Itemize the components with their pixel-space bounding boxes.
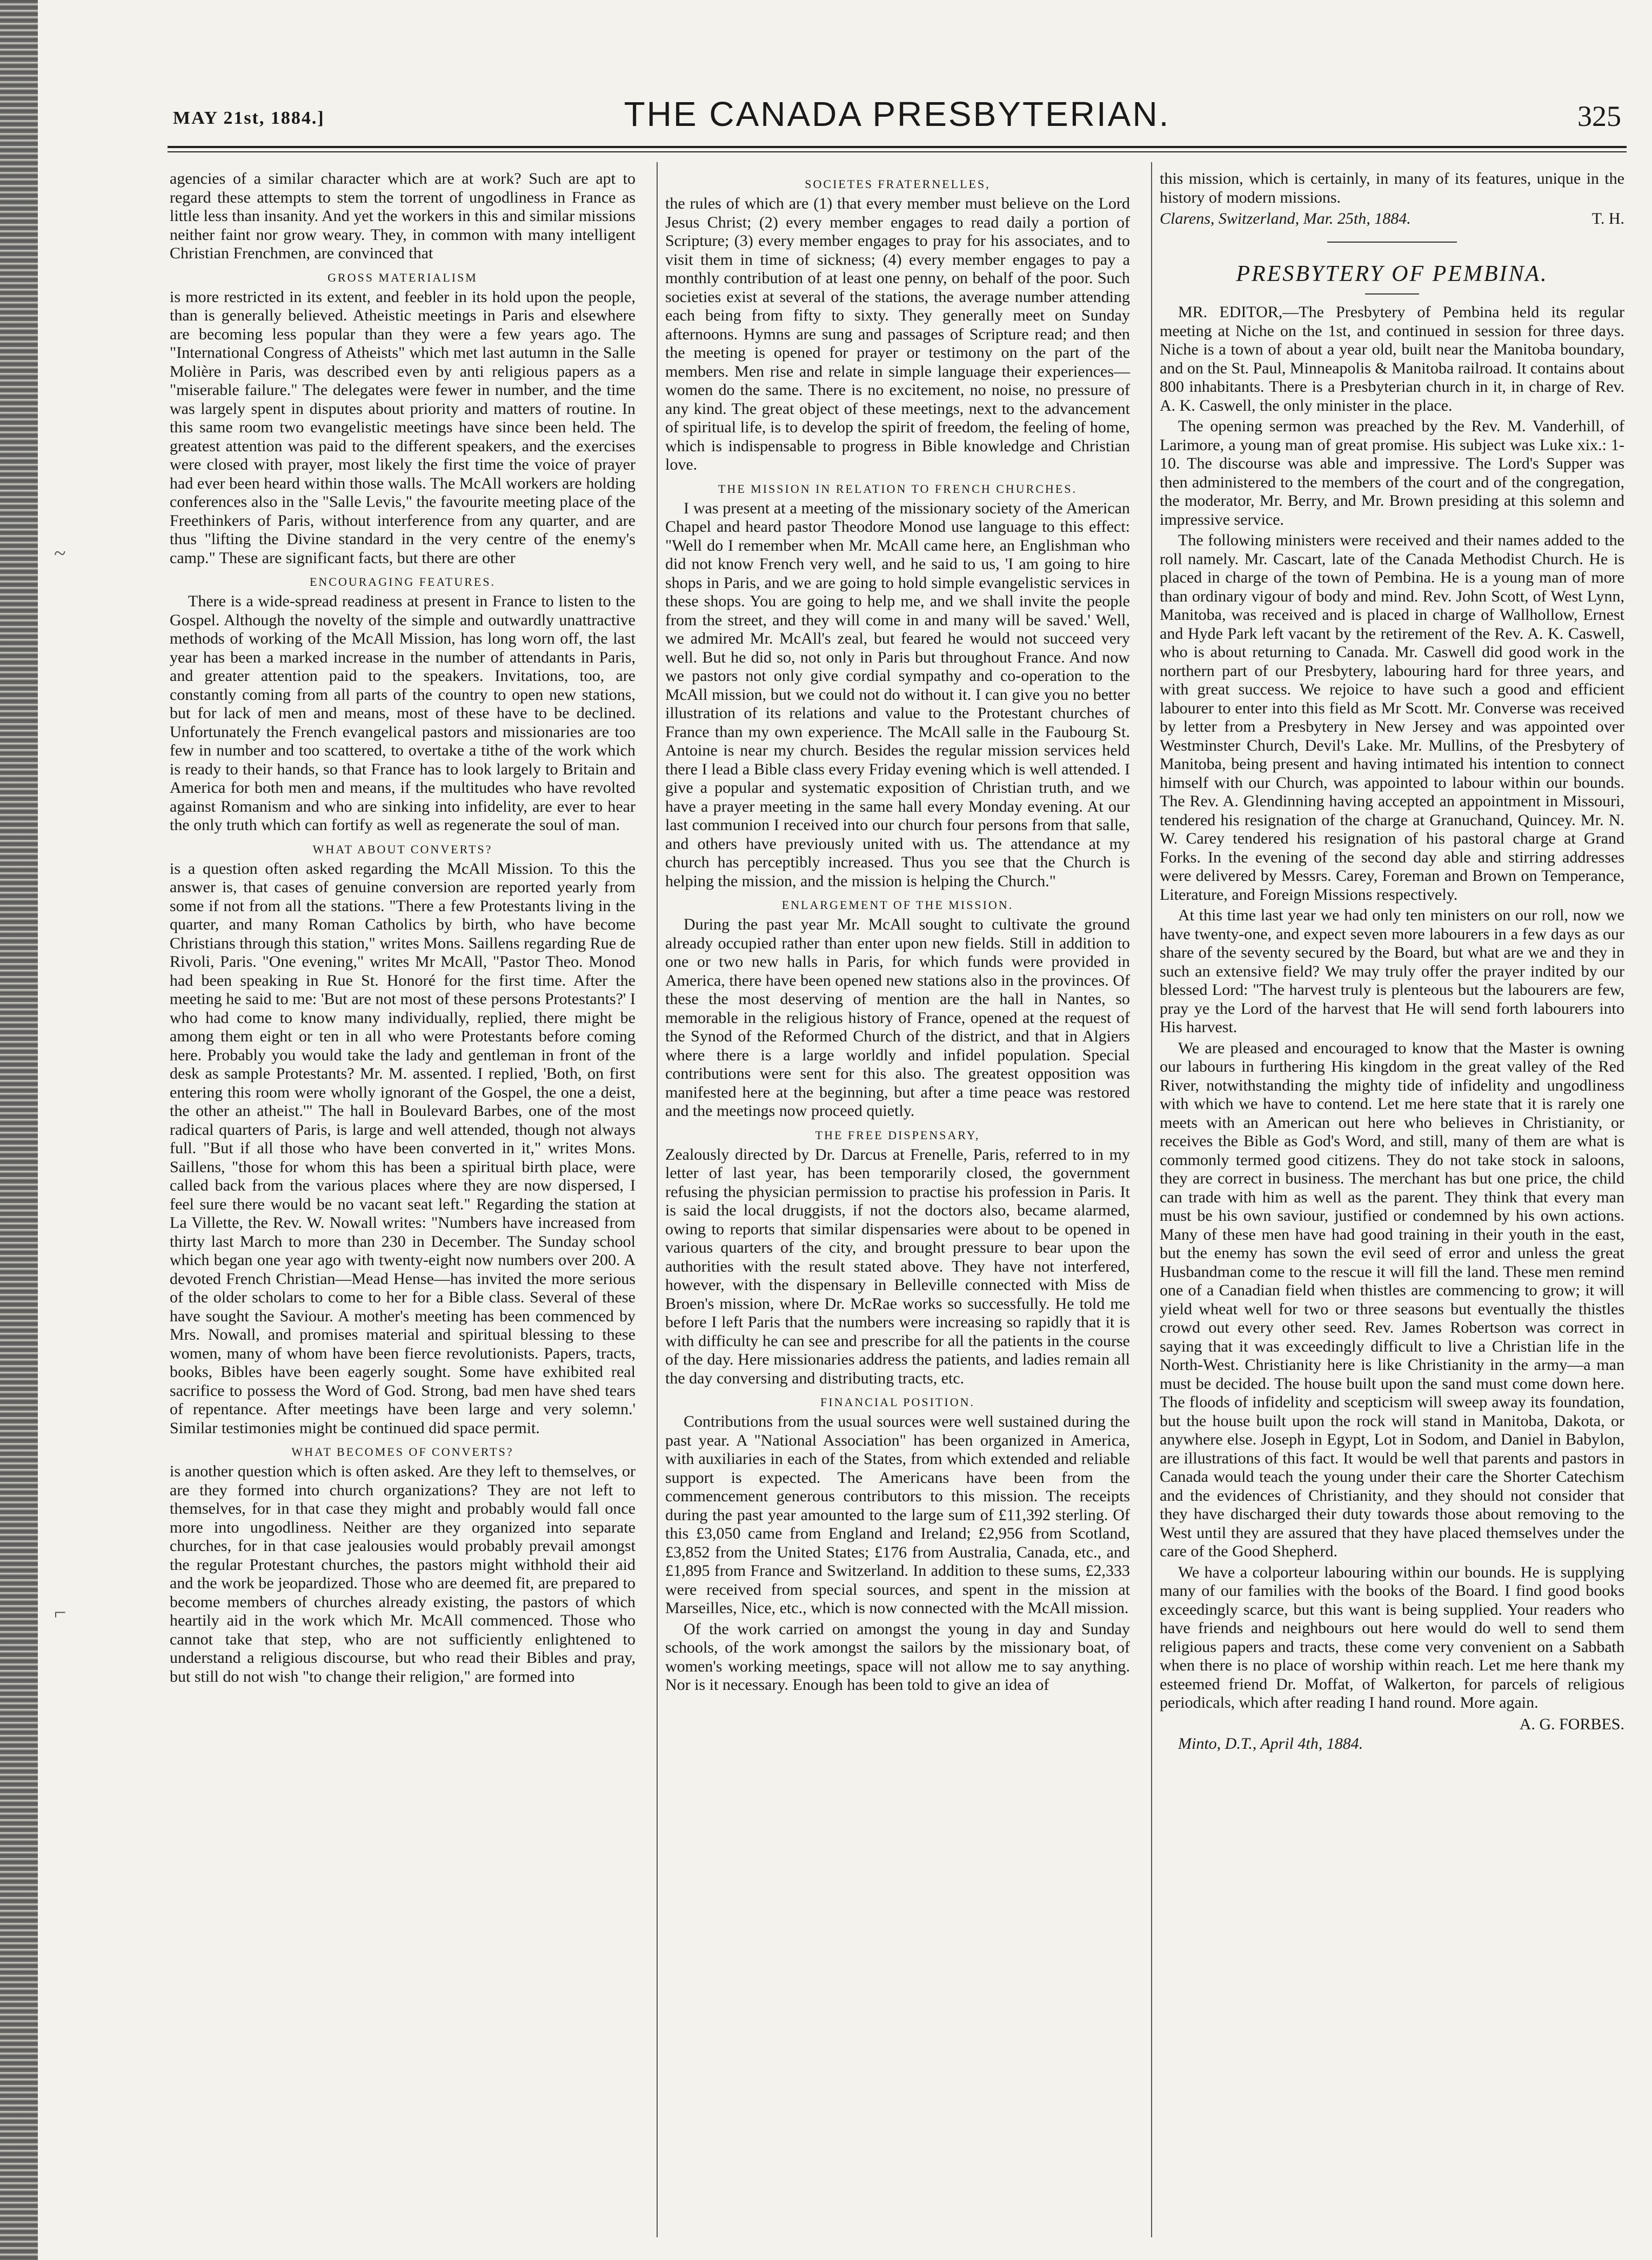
header-rule (168, 146, 1627, 152)
paragraph: is another question which is often asked. Are they left to themselves, or are they formed into church organizations? They are not left to themselves, for in that case they might and probably would fall once more into ungodliness. Neither are they organized into separate churches, for in that case jealousies would probably prevail amongst the regular Protestant churches, the pastors might withhold their aid and the work be jeopardized. Those who are deemed fit, are prepared to become members of churches already existing, the pastors of which heartily aid in the work which Mr. McAll commenced. Those who cannot take that step, who are not sufficiently enlightened to understand a religious discourse, but who read their Bibles and pray, but still do not wish "to change their religion," are formed into (170, 1462, 636, 1686)
paragraph: is a question often asked regarding the McAll Mission. To this the answer is, that cases of genuine conversion are reported yearly from some if not from all the stations. "There a few Protestants living in the quarter, and many Roman Catholics by birth, who have become Christians through this station," writes Mons. Saillens regarding Rue de Rivoli, Paris. "One evening," writes Mr McAll, "Pastor Theo. Monod had been speaking in Rue St. Honoré for the first time. After the meeting he said to me: 'But are not most of these persons Protestants?' I who had come to know many individually, replied, there might be among them eight or ten in all who were Protestants before coming here. Probably you would take the lady and gentleman in front of the desk as sample Protestants? Mr. M. assented. I replied, 'Both, on first entering this room were wholly ignorant of the Gospel, the one a deist, the other an atheist.'" The hall in Boulevard Barbes, one of the most radical quarters of Paris, is large and well attended, though not always full. "But if all those who have been converted in it," writes Mons. Saillens, "those for whom this has been a spiritual birth place, were called back from the various places where they are now dispersed, I feel sure there would be no vacant seat left." Regarding the station at La Villette, the Rev. W. Nowall writes: "Numbers have increased from thirty last March to more than 230 in December. The Sunday school which began one year ago with twenty-eight now numbers over 200. A devoted French Christian—Mead Hense—has invited the more serious of the older scholars to come to her for a Bible class. Several of these have sought the Saviour. A mother's meeting has been commenced by Mrs. Nowall, and promises material and spiritual blessing to these women, many of whom have been fierce revolutionists. Papers, tracts, books, Bibles have been eagerly sought. Some have exhibited real sacrifice to possess the Word of God. Strong, bad men have shed tears of repentance. After meetings have been large and very solemn.' Similar testimonies might be continued did space permit. (170, 859, 636, 1437)
section-divider (1365, 293, 1419, 295)
paragraph: We have a colporteur labouring within our bounds. He is supplying many of our families with the books of the Board. I find good books exceedingly scarce, but this want is being supplied. Your readers who have friends and neighbours out here would do well to send them religious papers and tracts, these come very convenient on a Sabbath when there is no place of worship within reach. Let me here thank my esteemed friend Dr. Moffat, of Walkerton, for parcels of religious periodicals, which after reading I hand round. More again. (1160, 1563, 1624, 1711)
paragraph: The following ministers were received and their names added to the roll namely. Mr. Cascart, late of the Canada Methodist Church. He is placed in charge of the town of Pembina. He is a young man of more than ordinary vigour of body and mind. Rev. John Scott, of West Lynn, Manitoba, was received and is placed in charge of Wallhollow, Ernest and Hyde Park left vacant by the retirement of the Rev. A. K. Caswell, who is about returning to Canada. Mr. Caswell did good work in the northern part of our Presbytery, labouring hard for three years, and with great success. We rejoice to have such a good and efficient labourer to enter into this field as Mr Scott. Mr. Converse was received by letter from a Presbytery in New Jersey and was appointed over Westminster Church, Devil's Lake. Mr. Mullins, of the Presbytery of Manitoba, being present and having intimated his intention to connect himself with our Church, was appointed to labour within our bounds. The Rev. A. Glendinning having accepted an appointment in Missouri, tendered his resignation of the charge at Granuchand, Quincey. Mr. N. W. Carey tendered his resignation of his pastoral charge at Grand Forks. In the evening of the second day able and stirring addresses were delivered by Messrs. Carey, Foreman and Brown on Temperance, Literature, and Foreign Missions respectively. (1160, 531, 1624, 904)
section-divider (1327, 242, 1457, 243)
book-binding-edge (0, 0, 38, 2260)
section-heading: FINANCIAL POSITION. (820, 1395, 975, 1409)
section-heading: ENLARGEMENT OF THE MISSION. (781, 898, 1014, 912)
paragraph: agencies of a similar character which are at work? Such are apt to regard these attempts to stem the torrent of ungodliness in France as little less than insanity. And yet the workers in this and similar missions neither faint nor grow weary. They, in common with many intelligent Christian Frenchmen, are convinced that (170, 170, 636, 262)
paragraph: the rules of which are (1) that every member must believe on the Lord Jesus Christ; (2) every member engages to read daily a portion of Scripture; (3) every member engages to pray for his associates, and to visit them in time of sickness; (4) every member engages to pay a monthly contribution of at least one penny, on behalf of the poor. Such societies exist at several of the stations, the average number attending each being from fifty to sixty. They generally meet on Sunday afternoons. Hymns are sung and passages of Scripture read; and then the meeting is opened for prayer or testimony on the part of the members. Men rise and relate in simple language their experiences—women do the same. There is no excitement, no noise, no pressure of any kind. The great object of these meetings, next to the advancement of spiritual life, is to develop the spirit of freedom, the feeling of home, which is indispensable to progress in Bible knowledge and Christian love. (665, 195, 1130, 473)
signature-initials: T. H. (1591, 210, 1624, 228)
section-heading: THE MISSION IN RELATION TO FRENCH CHURCHES. (718, 482, 1078, 496)
section-heading: GROSS MATERIALISM (327, 270, 478, 284)
signature-name: A. G. FORBES. (1519, 1715, 1624, 1733)
signature-line (1160, 209, 1624, 229)
paragraph: this mission, which is certainly, in many of its features, unique in the history of modern missions. (1160, 170, 1624, 206)
column-3 (1151, 162, 1632, 2237)
paragraph: During the past year Mr. McAll sought to cultivate the ground already occupied rather than enter upon new fields. Still in addition to one or two new halls in Paris, for which funds were provided in America, there have been opened new stations also in the provinces. Of these the most deserving of mention are the hall in Nantes, so memorable in the religious history of France, opened at the request of the Synod of the Reformed Church of the district, and that in Algiers where there is a large worldly and infidel population. Special contributions were sent for this also. The greatest opposition was manifested here at the beginning, but after a time peace was restored and the meetings now proceed quietly. (665, 915, 1130, 1120)
paragraph: The opening sermon was preached by the Rev. M. Vanderhill, of Larimore, a young man of great promise. His subject was Luke xix.: 1-10. The discourse was able and impressive. The Lord's Supper was then administered to the members of the court and of the congregation, the moderator, Mr. Berry, and Mr. Brown presiding at this solemn and impressive service. (1160, 417, 1624, 529)
paragraph: I was present at a meeting of the missionary society of the American Chapel and heard pastor Theodore Monod use language to this effect: "Well do I remember when Mr. McAll came here, an Englishman who did not know French very well, and he said to us, 'I am going to hire shops in Paris, and we are going to hold simple evangelistic services in these shops. You are going to help me, and we shall invite the people from the street, and they will come in and many will be saved.' Well, we admired Mr. McAll's zeal, but feared he would not succeed very well. But he did so, not only in Paris but throughout France. And now we pastors not only give cordial sympathy and co-operation to the McAll mission, but we could not do without it. I can give you no better illustration of its relations and value to the Protestant churches of France than my own experience. The McAll salle in the Faubourg St. Antoine is near my church. Besides the regular mission services held there I lead a Bible class every Friday evening which is well attended. I give a popular and systematic exposition of Christian truth, and we have a prayer meeting in the same hall every Monday evening. At our last communion I received into our church four persons from that salle, and others have previously united with us. The attendance at my church has perceptibly increased. Thus you see that the Church is helping the mission, and the mission is helping the Church." (665, 499, 1130, 890)
signature-line (1160, 1715, 1624, 1734)
newspaper-page (162, 86, 1632, 2243)
paragraph: Zealously directed by Dr. Darcus at Frenelle, Paris, referred to in my letter of last year, has been temporarily closed, the government refusing the physician permission to practise his profession in Paris. It is said the local druggists, if not the doctors also, became alarmed, owing to reports that similar dispensaries were about to be opened in various quarters of the city, and brought pressure to bear upon the authorities with the result stated above. They have not interfered, however, with the dispensary in Belleville connected with Miss de Broen's mission, where Dr. McRae works so successfully. He told me before I left Paris that the numbers were increasing so rapidly that it is with difficulty he can see and prescribe for all the patients in the course of the day. Here missionaries address the patients, and ladies remain all the day conversing and distributing tracts, etc. (665, 1145, 1130, 1387)
page-number: 325 (1577, 100, 1621, 132)
paragraph: Of the work carried on amongst the young in day and Sunday schools, of the work amongst the sailors by the missionary boat, of women's working meetings, space will not allow me to say anything. Nor is it necessary. Enough has been told to give an idea of (665, 1620, 1130, 1694)
paragraph: We are pleased and encouraged to know that the Master is owning our labours in furthering His kingdom in the great valley of the Red River, notwithstanding the mighty tide of infidelity and ungodliness with which we have to contend. Let me here state that it is rarely one meets with an American out here who believes in Christianity, or receives the Bible as God's Word, and still, many of them are what is commonly termed good citizens. They do not take stock in saloons, they are correct in business. The merchant has but one price, the child can trade with him as well as the parent. They think that every man must be his own saviour, justified or condemned by his own actions. Many of these men have had good training in their youth in the east, but the enemy has sown the evil seed of error and unless the great Husbandman come to the rescue it will fill the land. These men remind one of a Canadian field when thistles are commencing to grow; it will yield wheat well for two or three seasons but eventually the thistles crowd out every other seed. Rev. James Robertson was correct in saying that it was exceedingly difficult to live a Christian life in the North-West. Christianity here is like Christianity in the army—a man must be decided. The house built upon the sand must come down here. The floods of infidelity and scepticism will sweep away its foundation, but the house built upon the rock will stand in Manitoba, Dakota, or anywhere else. Joseph in Egypt, Lot in Sodom, and Daniel in Babylon, are illustrations of this fact. It would be well that parents and pastors in Canada would teach the young under their care the Shorter Catechism and the evidences of Christianity, and they should not consider that they have discharged their duty towards those about removing to the West until they are assured that they have placed themselves under the care of the Good Shepherd. (1160, 1039, 1624, 1560)
issue-date: MAY 21st, 1884.] (173, 108, 325, 128)
margin-mark: ⌐ (54, 1600, 66, 1624)
paragraph: At this time last year we had only ten ministers on our roll, now we have twenty-one, and expect seven more labourers in a few days as our share of the seventy secured by the Board, but what are we and they in such an extensive field? We may truly offer the prayer indited by our blessed Lord: "The harvest truly is plenteous but the labourers are few, pray ye the Lord of the harvest that He will send forth labourers into His harvest. (1160, 906, 1624, 1036)
section-heading: WHAT ABOUT CONVERTS? (312, 842, 493, 856)
margin-mark: ~ (54, 541, 66, 565)
section-heading: SOCIETES FRATERNELLES, (805, 177, 991, 191)
newspaper-title: THE CANADA PRESBYTERIAN. (624, 95, 1171, 133)
paragraph: MR. EDITOR,—The Presbytery of Pembina held its regular meeting at Niche on the 1st, and continued in session for three days. Niche is a town of about a year old, built near the Manitoba boundary, and on the St. Paul, Minneapolis & Manitoba railroad. It contains about 800 inhabitants. There is a Presbyterian church in it, in charge of Rev. A. K. Caswell, the only minister in the place. (1160, 303, 1624, 414)
paragraph: is more restricted in its extent, and feebler in its hold upon the people, than is generally believed. Atheistic meetings in Paris and elsewhere are becoming less popular than they were a few years ago. The "International Congress of Atheists" which met last autumn in the Salle Molière in Paris, was described even by anti religious papers as a "miserable failure." The delegates were fewer in number, and the time was largely spent in disputes about priority and matters of routine. In this same room two evangelistic meetings have since been held. The greatest attention was paid to the different speakers, and the exercises were closed with prayer, most likely the first time the voice of prayer had ever been heard within those walls. The McAll workers are holding conferences also in the "Salle Levis," the favourite meeting place of the Freethinkers of Paris, without interference from any quarter, and are thus "lifting the Divine standard in the very centre of the enemy's camp." These are significant facts, but there are other (170, 287, 636, 567)
masthead (162, 86, 1632, 146)
paragraph: There is a wide-spread readiness at present in France to listen to the Gospel. Although the novelty of the simple and outwardly unattractive methods of working of the McAll Mission, has long worn off, the last year has been a marked increase in the number of attendants in Paris, and greater attention paid to the speakers. Invitations, too, are constantly coming from all parts of the country to open new stations, but for lack of men and means, most of these have to be declined. Unfortunately the French evangelical pastors and missionaries are too few in number and too scattered, to overtake a tithe of the work which is ready to their hands, so that France has to look largely to Britain and America for both men and means, if the multitudes who have revolted against Romanism and who are sinking into infidelity, are ever to hear the only truth which can fortify as well as regenerate the soul of man. (170, 592, 636, 834)
signature-place: Clarens, Switzerland, Mar. 25th, 1884. (1160, 210, 1411, 228)
column-1 (162, 162, 643, 2237)
paragraph: Contributions from the usual sources were well sustained during the past year. A "National Association" has been organized in America, with auxiliaries in each of the States, from which extended and reliable support is expected. The Americans have been from the commencement generous contributors to this mission. The receipts during the past year amounted to the large sum of £11,392 sterling. Of this £3,050 came from England and Ireland; £2,956 from Scotland, £3,852 from the United States; £176 from Australia, Canada, etc., and £1,895 from France and Switzerland. In addition to these sums, £2,333 were received from special sources, and spent in the mission at Marseilles, Nice, etc., which is now connected with the McAll mission. (665, 1413, 1130, 1617)
column-2 (657, 162, 1138, 2237)
article-columns (162, 162, 1632, 2237)
article-title: PRESBYTERY OF PEMBINA. (1236, 262, 1548, 286)
signature-place: Minto, D.T., April 4th, 1884. (1178, 1734, 1363, 1753)
signature-line (1160, 1734, 1624, 1754)
section-heading: ENCOURAGING FEATURES. (309, 575, 496, 589)
section-heading: THE FREE DISPENSARY, (815, 1128, 980, 1142)
section-heading: WHAT BECOMES OF CONVERTS? (291, 1445, 514, 1459)
